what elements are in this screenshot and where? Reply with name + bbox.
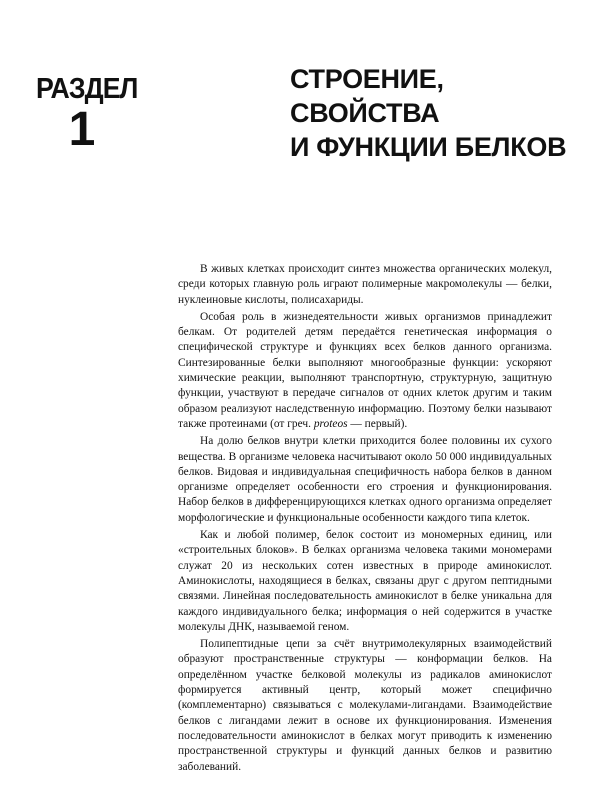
paragraph-5: Полипептидные цепи за счёт внутримолекулярных взаимодействий образуют пространственные структуры — конформации белков. На определённом участке белковой молекулы из радикалов аминокислот формируется активный центр, который может специфично (комплементарно) связываться с молекулами-лигандами. Взаимодействие белков с лигандами лежит в основе их функционирования. Изменения последовательности аминокислот в белках могут приводить к изменению пространственной структуры и функций данных белков и развитию заболеваний. (178, 638, 552, 773)
paragraph-1: В живых клетках происходит синтез множества органических молекул, среди которых главную роль играют полимерные макромолекулы — белки, нуклеиновые кислоты, полисахариды. (178, 263, 552, 306)
chapter-title-line-1: СТРОЕНИЕ, СВОЙСТВА (290, 64, 444, 128)
chapter-title (290, 62, 570, 164)
paragraph-2-ending: — первый). (347, 417, 408, 430)
section-word: РАЗДЕЛ (36, 73, 138, 105)
paragraph-2-text: Особая роль в жизнедеятельности живых организмов принадлежит белкам. От родителей детям передаётся генетическая информация о специфической структуре и функциях всех белков данного организма. Синтезированные белки выполняют многообразные функции: ускоряют химические реакции, выполняют транспортную, структурную, защитную функции, участвуют в передаче сигналов от одних клеток другим и таким образом реализуют наследственную информацию. Поэтому белки называют также протеинами (от греч. (178, 310, 552, 430)
body-text (178, 262, 552, 777)
greek-term: proteos (313, 417, 348, 430)
chapter-title-line-2: И ФУНКЦИИ БЕЛКОВ (290, 132, 567, 162)
section-marker (32, 73, 138, 156)
paragraph-2 (178, 310, 552, 432)
paragraph-4: Как и любой полимер, белок состоит из мономерных единиц, или «строительных блоков». В белках организма человека такими мономерами служат 20 из нескольких сотен известных в природе аминокислот. Аминокислоты, находящиеся в белках, связаны друг с другом пептидными связями. Линейная последовательность аминокислот в белке уникальна для каждого индивидуального белка; информация о ней содержится в участке молекулы ДНК, называемой геном. (178, 529, 552, 633)
section-number: 1 (68, 103, 96, 156)
paragraph-3: На долю белков внутри клетки приходится более половины их сухого вещества. В организме человека насчитывают около 50 000 индивидуальных белков. Видовая и индивидуальная специфичность набора белков в данном организме определяет особенности его строения и функционирования. Набор белков в дифференцирующихся клетках одного организма определяет морфологические и функциональные особенности каждого типа клеток. (178, 435, 552, 524)
